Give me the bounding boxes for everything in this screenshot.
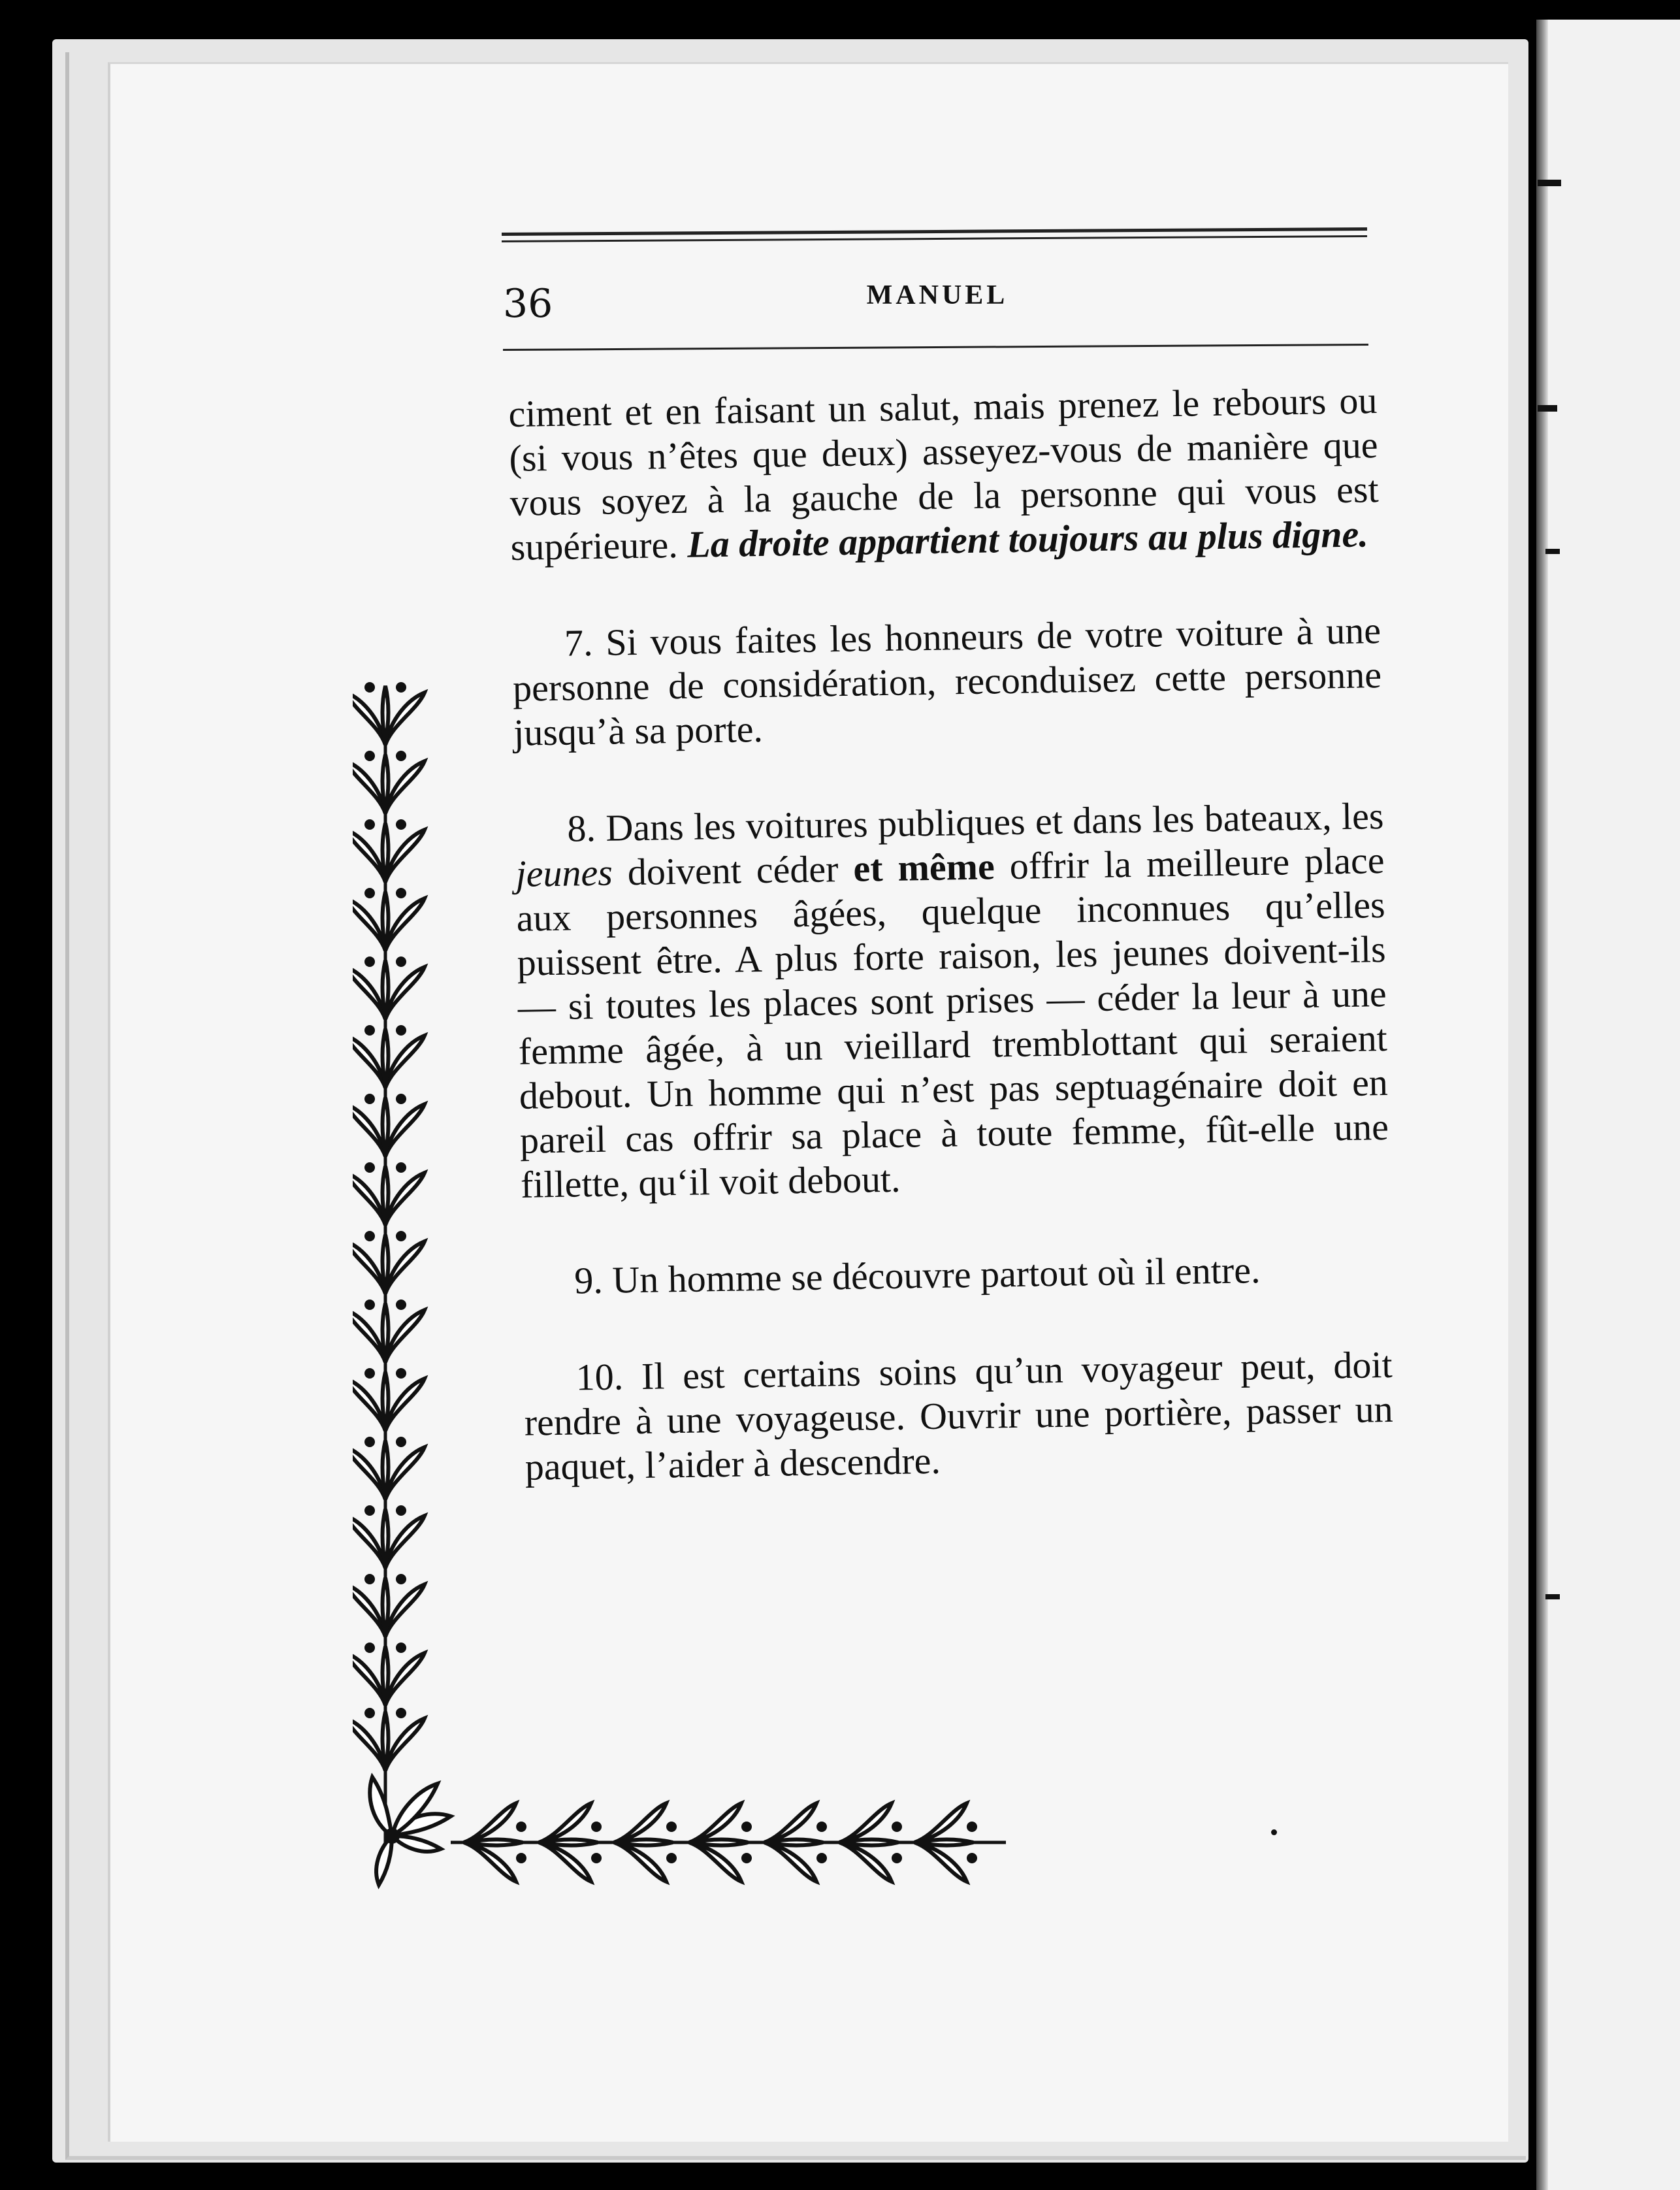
page-number: 36: [503, 281, 553, 327]
edge-mark: [1538, 180, 1561, 186]
edge-mark: [1538, 405, 1557, 412]
bold-text: et même: [852, 845, 995, 890]
facing-page-edge: [1536, 20, 1680, 2190]
emphasis-text: La droite appartient toujours au plus digne.: [687, 512, 1369, 566]
edge-mark: [1545, 1594, 1560, 1599]
paragraph-number: 8.: [566, 806, 596, 850]
gutter-shadow: [1536, 20, 1548, 2190]
paragraph-number: 9.: [573, 1258, 604, 1302]
paragraph-number: 7.: [564, 621, 594, 664]
paragraph-9: 9. Un homme se découvre partout où il entre.: [573, 1249, 1261, 1302]
paragraph-8: 8. Dans les voitures publiques et dans les bateaux, les jeunes doivent céder et même offrir la meilleure place aux personnes âgées, quelque inconnues qu’elles puissent être. A plus forte raison, les jeunes doivent-ils — si toutes les places sont prises — céder la leur à une femme âgée, à un vieillard tremblottant qui seraient debout. Un homme qui n’est pas septuagénaire doit en pareil cas offrir sa place à toute femme, fût-elle une fillette, qu‘il voit debout.: [515, 794, 1389, 1206]
laurel-corner-ornament-icon: [353, 666, 1026, 1895]
ink-speck: [1271, 1829, 1277, 1835]
paragraph-continued: ciment et en faisant un salut, mais prenez le rebours ou (si vous n’êtes que deux) asseyez-vous de manière que vous soyez à la gauche de la personne qui vous est supérieure. La droite appartient toujours au plus digne.: [508, 379, 1380, 568]
paragraph-7: 7. Si vous faites les honneurs de votre voiture à une personne de considération, reconduisez cette personne jusqu’à sa porte.: [512, 609, 1382, 754]
edge-mark: [1545, 549, 1560, 554]
running-title: MANUEL: [866, 280, 1009, 310]
italic-text: jeunes: [515, 851, 613, 895]
paragraph-10: 10. Il est certains soins qu’un voyageur peut, doit rendre à une voyageuse. Ouvrir une portière, passer un paquet, l’aider à descendre.: [524, 1343, 1394, 1488]
page-header: [503, 268, 1372, 333]
paragraph-number: 10.: [575, 1355, 624, 1399]
